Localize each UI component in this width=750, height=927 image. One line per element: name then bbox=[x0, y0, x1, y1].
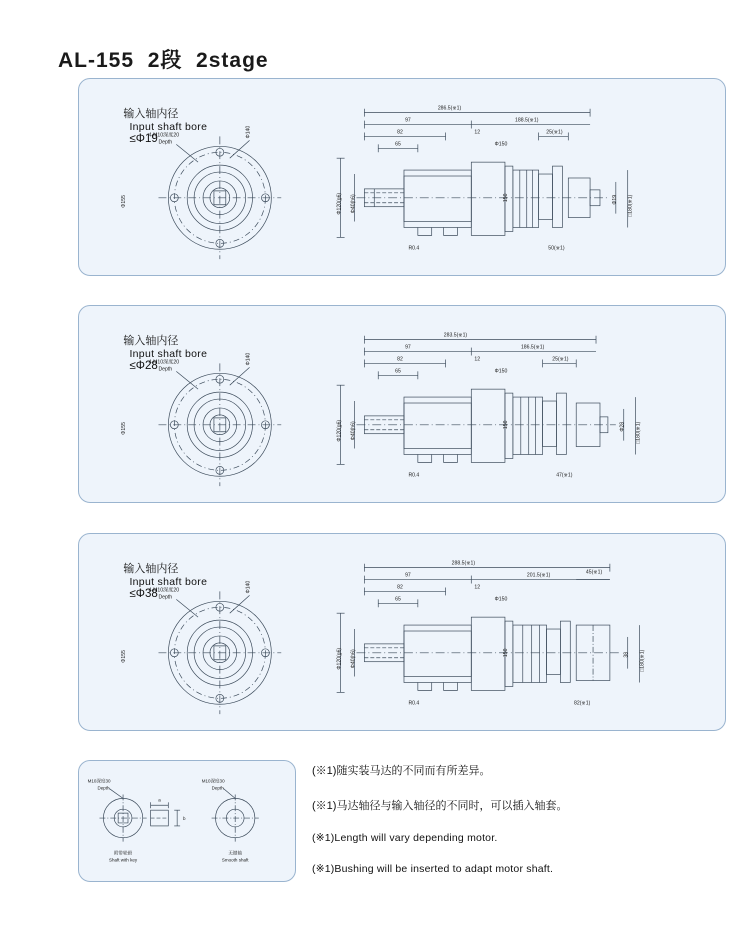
bolt-note-en-3: Depth bbox=[158, 594, 173, 601]
dim-150-2: Φ150 bbox=[494, 368, 508, 375]
shaft-caption-en-left: Shaft with key bbox=[109, 857, 138, 863]
shaft-dim-a: a bbox=[158, 797, 161, 803]
dim-flange-2: Φ120(g6) bbox=[336, 419, 343, 442]
bore-label-cn: 输入轴内径 bbox=[123, 563, 179, 575]
shaft-note-cn-right: M10深度30 bbox=[201, 778, 225, 784]
dim-150b-2: 150 bbox=[502, 420, 509, 430]
bore-label-cn: 输入轴内径 bbox=[123, 335, 179, 347]
outer-label-2: Φ155 bbox=[120, 422, 127, 435]
notes-list bbox=[312, 762, 732, 894]
dim-82-2: 82 bbox=[397, 356, 403, 363]
dim-r-2: R0.4 bbox=[408, 472, 420, 479]
pcd-label-2: Φ140 bbox=[245, 352, 252, 366]
drawing-bore-28 bbox=[79, 306, 725, 502]
dim-flange-1: Φ120(g6) bbox=[336, 192, 343, 215]
shaft-dim-b: b bbox=[183, 816, 186, 822]
dim-shaft-3: Φ40(h6) bbox=[350, 649, 357, 669]
dim-82b-3: 82(※1) bbox=[574, 700, 591, 707]
bolt-note-en-2: Depth bbox=[158, 366, 173, 373]
dim-total-3: 288.5(※1) bbox=[451, 560, 476, 567]
page-title: AL-155 2段 2stage bbox=[58, 49, 269, 72]
note-4: (※1)Bushing will be inserted to adapt motor shaft. bbox=[312, 863, 554, 875]
shaft-note-en-right: Depth bbox=[211, 785, 224, 791]
dim-shaft-1: Φ40(h6) bbox=[350, 194, 357, 214]
dim-50-1: 50(※1) bbox=[548, 245, 565, 252]
dim-150-1: Φ150 bbox=[494, 141, 508, 148]
dim-r-3: R0.4 bbox=[408, 700, 420, 707]
outer-label-1: Φ155 bbox=[120, 195, 127, 208]
dim-12-3: 12 bbox=[474, 584, 481, 591]
dim-r-1: R0.4 bbox=[408, 245, 420, 252]
bolt-note-cn-1: 4-M10深度20 bbox=[148, 132, 180, 139]
dim-25-2: 25(※1) bbox=[552, 356, 569, 363]
shaft-caption-cn-right: 无键轴 bbox=[228, 850, 242, 856]
dim-total-2: 283.5(※1) bbox=[443, 332, 468, 339]
dim-97-1: 97 bbox=[405, 117, 411, 124]
dim-82-3: 82 bbox=[397, 584, 403, 591]
bolt-note-en-1: Depth bbox=[158, 139, 173, 146]
dim-sq180-3: □180(※1) bbox=[639, 649, 646, 672]
shaft-note-cn-left: M10深度30 bbox=[87, 778, 111, 784]
dim-188-1: 188.5(※1) bbox=[515, 117, 539, 124]
dim-flange-3: Φ120(g6) bbox=[336, 647, 343, 670]
dim-201-3: 201.5(※1) bbox=[526, 572, 551, 579]
dim-bore-2: Φ28 bbox=[619, 421, 626, 432]
bore-label-cn: 输入轴内径 bbox=[123, 108, 179, 120]
outer-label-3: Φ155 bbox=[120, 650, 127, 663]
shaft-caption-en-right: Smooth shaft bbox=[221, 857, 249, 863]
dim-150b-3: 150 bbox=[502, 648, 509, 658]
shaft-caption-cn-left: 附带轮毂 bbox=[114, 850, 133, 856]
drawing-bore-19 bbox=[79, 79, 725, 275]
drawing-shaft-detail bbox=[79, 761, 295, 881]
dim-65-1: 65 bbox=[395, 141, 401, 148]
bore-label-en: Input shaft bore bbox=[129, 576, 208, 588]
dim-25-1: 25(※1) bbox=[546, 129, 563, 136]
drawing-bore-38 bbox=[79, 534, 725, 730]
dim-sq180-2: □180(※1) bbox=[635, 421, 642, 444]
note-2: (※1)马达轴径与输入轴径的不同时，可以插入轴套。 bbox=[312, 800, 568, 812]
dim-150b-1: 150 bbox=[502, 193, 509, 203]
dim-bore-3: 38 bbox=[623, 651, 630, 658]
dim-45-3: 45(※1) bbox=[585, 569, 603, 576]
dim-bore-1: Φ19 bbox=[611, 194, 618, 205]
bolt-note-cn-3: 4-M10深度20 bbox=[148, 587, 180, 594]
bore-value: ≤Φ38 bbox=[129, 588, 158, 600]
dim-12-2: 12 bbox=[474, 356, 481, 363]
note-3: (※1)Length will vary depending motor. bbox=[312, 832, 498, 844]
dim-sq180-1: □180(※1) bbox=[627, 194, 634, 217]
dim-150-3: Φ150 bbox=[494, 596, 508, 603]
dim-188-2: 186.5(※1) bbox=[520, 344, 545, 351]
dim-65-3: 65 bbox=[395, 596, 401, 603]
panel-bore-19 bbox=[78, 78, 726, 276]
dim-82-1: 82 bbox=[397, 129, 403, 136]
bore-value: ≤Φ28 bbox=[129, 360, 158, 372]
bore-value: ≤Φ19 bbox=[129, 133, 158, 145]
bore-label-en: Input shaft bore bbox=[129, 348, 208, 360]
dim-total-1: 286.5(※1) bbox=[437, 105, 462, 112]
dim-47-2: 47(※1) bbox=[556, 472, 573, 479]
shaft-note-en-left: Depth bbox=[97, 785, 110, 791]
dim-97-3: 97 bbox=[405, 572, 411, 579]
bolt-note-cn-2: 4-M10深度20 bbox=[148, 359, 180, 366]
dim-97-2: 97 bbox=[405, 344, 411, 351]
bore-label-en: Input shaft bore bbox=[129, 121, 208, 133]
panel-bore-38 bbox=[78, 533, 726, 731]
panel-shaft-detail bbox=[78, 760, 296, 882]
pcd-label-3: Φ140 bbox=[245, 580, 252, 594]
panel-bore-28 bbox=[78, 305, 726, 503]
dim-12-1: 12 bbox=[474, 129, 481, 136]
note-1: (※1)随实装马达的不同而有所差异。 bbox=[312, 765, 491, 777]
pcd-label-1: Φ140 bbox=[245, 125, 252, 139]
dim-65-2: 65 bbox=[395, 368, 401, 375]
dim-shaft-2: Φ40(h6) bbox=[350, 421, 357, 441]
